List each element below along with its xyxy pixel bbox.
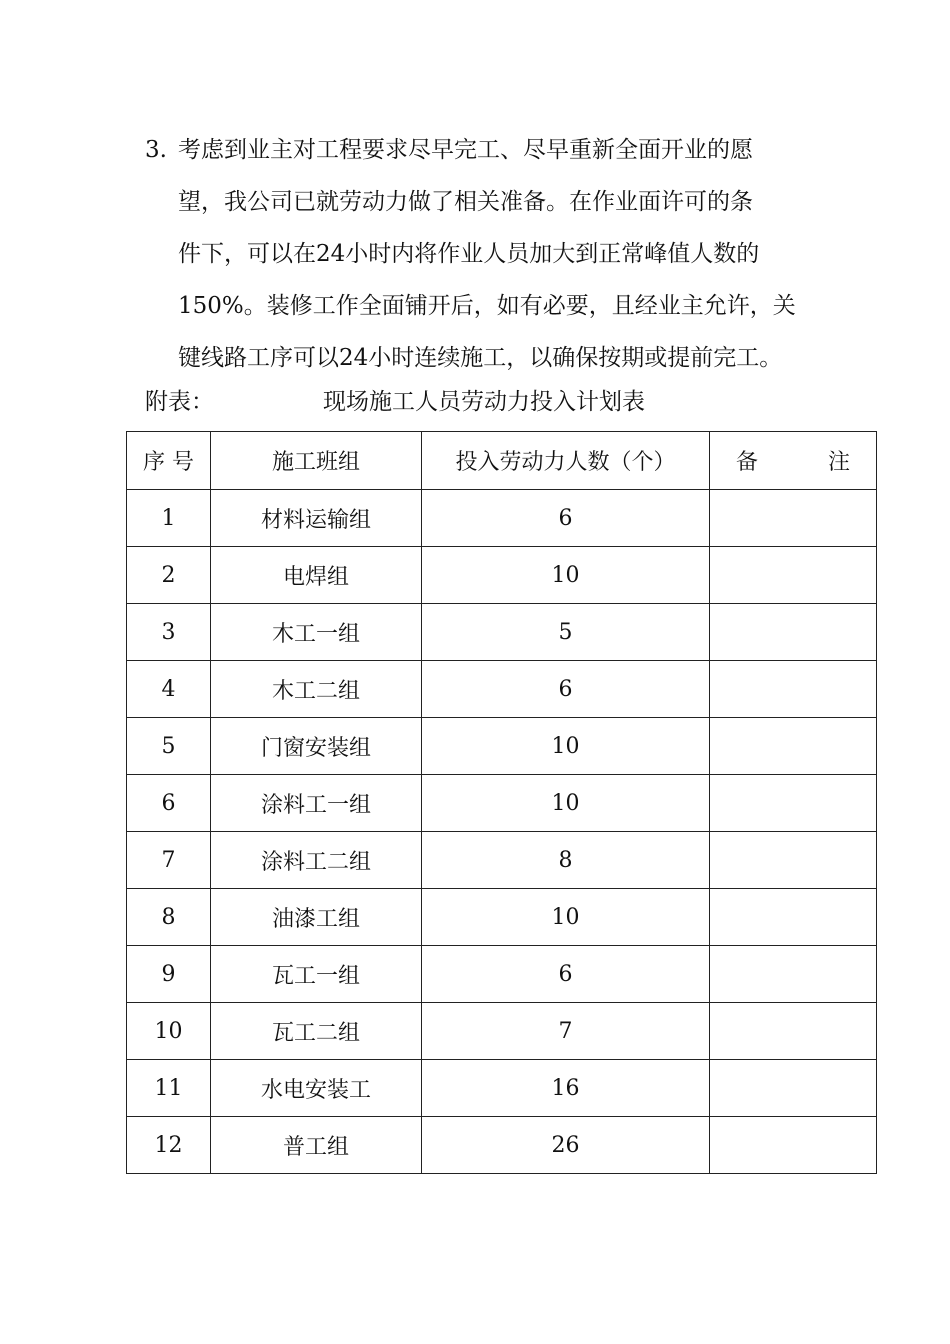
cell-team: 门窗安装组 [211, 718, 422, 775]
cell-remark [710, 1003, 877, 1060]
cell-count: 26 [422, 1117, 710, 1174]
table-row [127, 946, 877, 1003]
table-row [127, 889, 877, 946]
cell-team: 瓦工一组 [211, 946, 422, 1003]
header-remark-right: 注 [827, 450, 850, 475]
cell-count: 8 [422, 832, 710, 889]
cell-seq: 2 [127, 547, 211, 604]
table-row [127, 775, 877, 832]
cell-team: 瓦工二组 [211, 1003, 422, 1060]
cell-count: 16 [422, 1060, 710, 1117]
table-title: 现场施工人员劳动力投入计划表 [323, 389, 645, 415]
cell-seq: 1 [127, 490, 211, 547]
cell-seq: 9 [127, 946, 211, 1003]
cell-team: 水电安装工 [211, 1060, 422, 1117]
cell-seq: 3 [127, 604, 211, 661]
table-row [127, 547, 877, 604]
cell-remark [710, 1117, 877, 1174]
cell-remark [710, 490, 877, 547]
table-row [127, 490, 877, 547]
cell-team: 油漆工组 [211, 889, 422, 946]
cell-remark [710, 889, 877, 946]
cell-remark [710, 1060, 877, 1117]
table-row [127, 604, 877, 661]
paragraph-line: 150%。装修工作全面铺开后，如有必要，且经业主允许，关 [178, 293, 796, 319]
header-team: 施工班组 [211, 432, 422, 490]
cell-count: 6 [422, 946, 710, 1003]
cell-remark [710, 946, 877, 1003]
header-count: 投入劳动力人数（个） [422, 432, 710, 490]
paragraph-line-text: 考虑到业主对工程要求尽早完工、尽早重新全面开业的愿 [178, 137, 753, 163]
cell-team: 涂料工二组 [211, 832, 422, 889]
cell-team: 普工组 [211, 1117, 422, 1174]
table-row [127, 1117, 877, 1174]
cell-seq: 6 [127, 775, 211, 832]
attachment-heading [145, 380, 875, 424]
cell-count: 5 [422, 604, 710, 661]
cell-remark [710, 775, 877, 832]
cell-remark [710, 604, 877, 661]
cell-remark [710, 661, 877, 718]
cell-count: 7 [422, 1003, 710, 1060]
cell-team: 涂料工一组 [211, 775, 422, 832]
cell-seq: 10 [127, 1003, 211, 1060]
table-row [127, 661, 877, 718]
table-row [127, 1003, 877, 1060]
paragraph-line: 键线路工序可以24小时连续施工，以确保按期或提前完工。 [178, 345, 783, 371]
header-seq: 序 号 [127, 432, 211, 490]
table-row [127, 718, 877, 775]
labor-plan-table [126, 431, 877, 1174]
cell-count: 6 [422, 490, 710, 547]
header-remark [710, 432, 877, 490]
cell-team: 木工一组 [211, 604, 422, 661]
cell-seq: 4 [127, 661, 211, 718]
cell-team: 木工二组 [211, 661, 422, 718]
cell-remark [710, 718, 877, 775]
body-paragraph [145, 128, 845, 388]
table-row [127, 832, 877, 889]
paragraph-line: 望，我公司已就劳动力做了相关准备。在作业面许可的条 [178, 189, 753, 215]
cell-seq: 8 [127, 889, 211, 946]
cell-seq: 12 [127, 1117, 211, 1174]
paragraph-line [145, 128, 845, 180]
attachment-label: 附表： [145, 389, 214, 415]
cell-count: 10 [422, 775, 710, 832]
table-row [127, 1060, 877, 1117]
cell-seq: 11 [127, 1060, 211, 1117]
cell-count: 6 [422, 661, 710, 718]
cell-remark [710, 832, 877, 889]
table-header-row [127, 432, 877, 490]
cell-team: 电焊组 [211, 547, 422, 604]
paragraph-number: 3. [145, 137, 167, 163]
cell-count: 10 [422, 718, 710, 775]
paragraph-line: 件下，可以在24小时内将作业人员加大到正常峰值人数的 [178, 241, 760, 267]
cell-seq: 7 [127, 832, 211, 889]
header-remark-left: 备 [736, 450, 759, 475]
cell-seq: 5 [127, 718, 211, 775]
cell-count: 10 [422, 889, 710, 946]
cell-team: 材料运输组 [211, 490, 422, 547]
cell-remark [710, 547, 877, 604]
cell-count: 10 [422, 547, 710, 604]
